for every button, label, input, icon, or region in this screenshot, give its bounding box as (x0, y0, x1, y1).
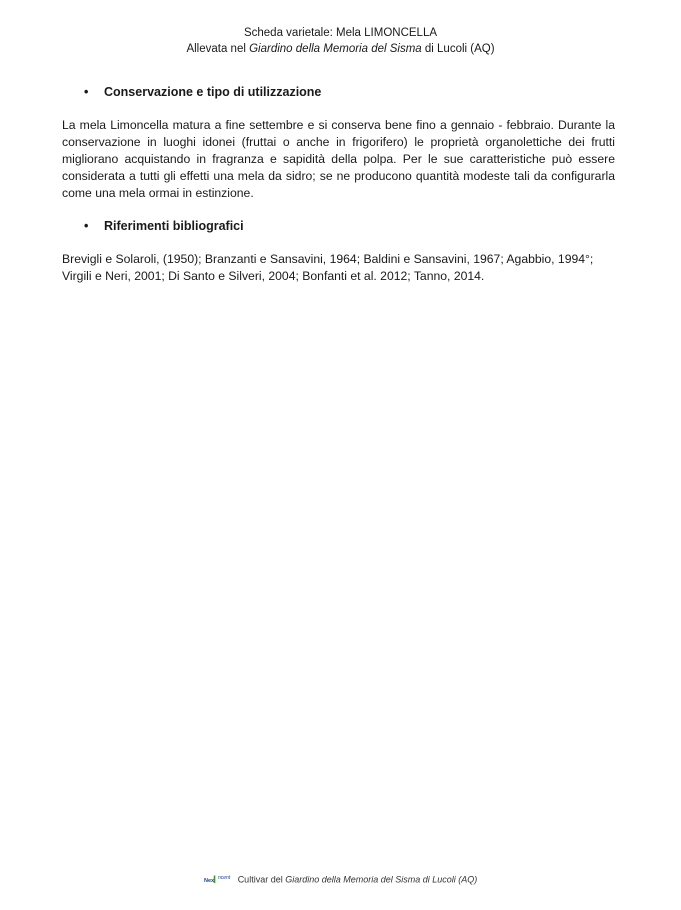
bullet-icon: • (84, 85, 89, 99)
nexincent-logo-icon (204, 870, 236, 886)
footer-italic: Giardino della Memoria del Sisma di Lucoli (AQ) (285, 874, 478, 885)
svg-text:Nex: Nex (203, 878, 214, 884)
bibliography-line: Virgili e Neri, 2001; Di Santo e Silveri, 2004; Bonfanti et al. 2012; Tanno, 2014. (62, 269, 485, 283)
header-title: Scheda varietale: Mela LIMONCELLA (243, 27, 438, 39)
header-subtitle-italic: Giardino della Memoria del Sisma (249, 43, 422, 55)
page-footer (0, 872, 681, 888)
section-heading-conservazione (84, 84, 321, 100)
section-heading-text: Riferimenti bibliografici (104, 219, 244, 233)
footer-prefix: Cultivar del (237, 874, 286, 885)
section-body-conservazione: La mela Limoncella matura a fine settembre e si conserva bene fino a gennaio - febbraio. Durante la conservazione in luoghi idonei (fruttai o anche in frigorifero) le proprietà organolettiche dei frutti migliorano acquistando in fragranza e sapidità della polpa. Per le sue caratteristiche può essere considerata a tutti gli effetti una mela da sidro; se ne producono quantità modeste tali da configurarla come una mela ormai in estinzione. (62, 118, 615, 200)
bibliography-line: Brevigli e Solaroli, (1950); Branzanti e Sansavini, 1964; Baldini e Sansavini, 1967; Agabbio, 1994°; (62, 252, 594, 266)
section-heading-riferimenti (84, 218, 244, 234)
page-header (0, 25, 681, 57)
header-subtitle-suffix: di Lucoli (AQ) (421, 43, 495, 55)
section-heading-text: Conservazione e tipo di utilizzazione (104, 85, 322, 99)
header-subtitle (0, 41, 681, 57)
svg-text:ncent: ncent (217, 875, 230, 881)
section-body-riferimenti (62, 251, 615, 285)
svg-text:I: I (212, 874, 216, 886)
bullet-icon: • (84, 219, 89, 233)
header-subtitle-prefix: Allevata nel (186, 43, 250, 55)
